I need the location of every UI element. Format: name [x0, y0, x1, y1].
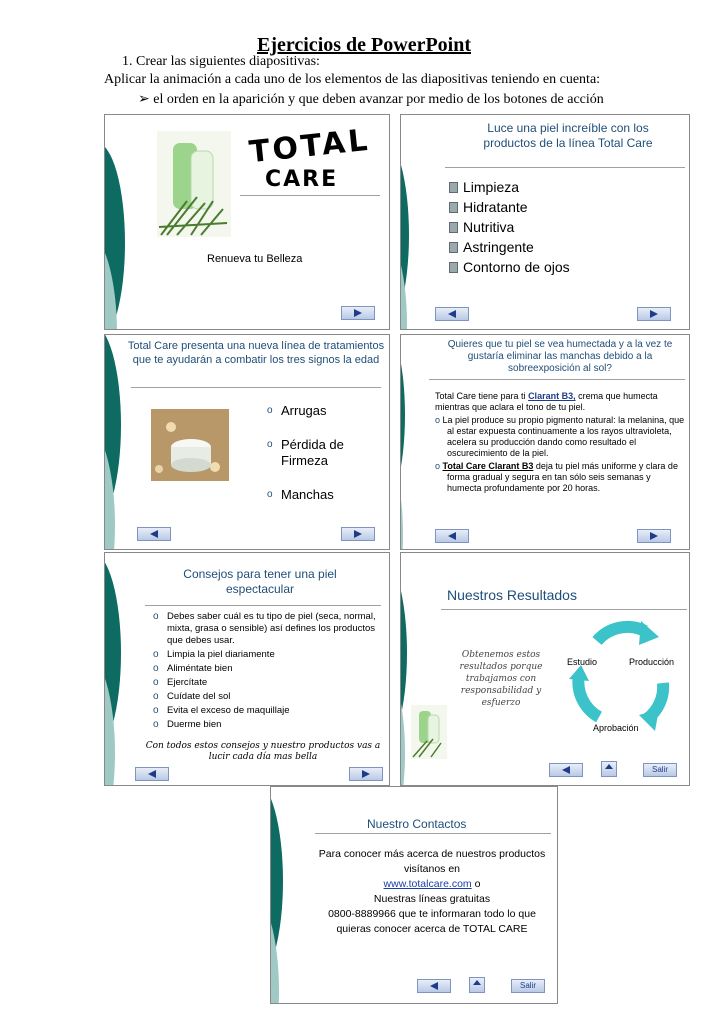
document-title: Ejercicios de PowerPoint [256, 34, 471, 56]
previous-button[interactable] [417, 979, 451, 993]
slide-title: Nuestro Contactos [367, 817, 467, 831]
cycle-label-estudio: Estudio [567, 657, 598, 667]
separator-line [145, 605, 381, 606]
list-item: Nutritiva [449, 217, 570, 237]
cycle-diagram [559, 617, 689, 737]
list-item: Hidratante [449, 197, 570, 217]
previous-button[interactable] [549, 763, 583, 777]
slide-title: Nuestros Resultados [447, 587, 577, 603]
list-item: o Evita el exceso de maquillaje [153, 705, 383, 717]
slide-6 [400, 552, 690, 786]
contact-lines-label: Nuestras líneas gratuitas [373, 893, 491, 905]
previous-button[interactable] [435, 307, 469, 321]
brand-name: Total Care Clarant B3 [442, 461, 534, 471]
cycle-arrow-2-head [639, 709, 659, 731]
bullet-icon: o [435, 415, 443, 425]
list-item: Contorno de ojos [449, 257, 570, 277]
age-signs-list [267, 403, 385, 503]
slide-4 [400, 334, 690, 550]
bullet-text: el orden en la aparición y que deben avanzar por medio de los botones de acción [153, 92, 604, 107]
list-item: Limpieza [449, 177, 570, 197]
next-button[interactable] [349, 767, 383, 781]
paragraph-2: o La piel produce su propio pigmento natural: la melanina, que al estar expuesta continuamente a los rayos ultravioleta, acelera su producción dando como resultado el oscurecimiento de la piel. [435, 415, 685, 458]
next-button[interactable] [637, 307, 671, 321]
separator-line [315, 833, 551, 834]
next-button[interactable] [637, 529, 671, 543]
previous-button[interactable] [135, 767, 169, 781]
list-item: o Manchas [267, 487, 385, 503]
contact-intro: Para conocer más acerca de nuestros productos visítanos en [318, 848, 546, 875]
list-item: o Arrugas [267, 403, 385, 419]
website-link[interactable]: www.totalcare.com [383, 878, 472, 890]
instruction-text: Aplicar la animación a cada uno de los elementos de las diapositivas teniendo en cuenta: [104, 72, 601, 87]
list-item: o Cuídate del sol [153, 691, 383, 703]
cycle-arrow-3 [578, 675, 599, 717]
separator-line [445, 167, 685, 168]
next-button[interactable] [341, 306, 375, 320]
logo-care: CARE [265, 167, 339, 192]
cycle-arrow-1 [597, 627, 645, 641]
list-item: o Aliméntate bien [153, 663, 383, 675]
instruction-bullet [138, 91, 604, 108]
home-button[interactable] [601, 761, 617, 777]
list-item: o Debes saber cuál es tu tipo de piel (seca, normal, mixta, grasa o sensible) así defines los productos que debes usar. [153, 611, 383, 647]
cycle-label-produccion: Producción [629, 657, 675, 667]
contact-body [317, 847, 547, 937]
arrow-bullet-icon: ➢ [138, 92, 150, 107]
cycle-arrow-1-head [639, 621, 659, 645]
list-item: Astringente [449, 237, 570, 257]
contact-phone: 0800-8889966 que te informaran todo lo que quieras conocer acerca de TOTAL CARE [328, 908, 536, 935]
separator-line [240, 195, 380, 196]
product-image [411, 705, 447, 759]
slide-2 [400, 114, 690, 330]
paragraph-3: o Total Care Clarant B3 deja tu piel más uniforme y clara de forma gradual y segura en tan sólo seis semanas y humecta profundamente por 20 horas. [435, 461, 678, 493]
tagline: Renueva tu Belleza [207, 253, 303, 265]
cycle-label-aprobacion: Aprobación [593, 723, 639, 733]
results-script: Obtenemos estos resultados porque trabajamos con responsabilidad y esfuerzo [459, 650, 543, 708]
slide-title: Quieres que tu piel se vea humectada y a la vez te gustaría eliminar las manchas debido a la sobreexposición al sol? [447, 339, 673, 374]
slide-1 [104, 114, 390, 330]
slide-7 [270, 786, 558, 1004]
separator-line [441, 609, 687, 610]
separator-line [131, 387, 381, 388]
previous-button[interactable] [137, 527, 171, 541]
exit-button[interactable]: Salir [643, 763, 677, 777]
previous-button[interactable] [435, 529, 469, 543]
slide-title: Consejos para tener una piel espectacular [183, 567, 337, 596]
slide-body [435, 391, 685, 494]
exit-button[interactable]: Salir [511, 979, 545, 993]
footer-script: Con todos estos consejos y nuestro productos vas a lucir cada día mas bella [145, 741, 381, 762]
bullet-icon: o [435, 461, 443, 471]
contact-url-line: www.totalcare.com o [383, 878, 481, 890]
list-item: o Pérdida de Firmeza [267, 437, 385, 469]
paragraph-1: Total Care tiene para ti Clarant B3, crema que humecta mientras que aclara el tono de tu piel. [435, 391, 658, 412]
numbered-item: 1. Crear las siguientes diapositivas: [122, 54, 320, 69]
cream-jar-image [151, 409, 229, 481]
separator-line [429, 379, 685, 380]
slide-5 [104, 552, 390, 786]
slide-3 [104, 334, 390, 550]
home-button[interactable] [469, 977, 485, 993]
list-item: o Limpia la piel diariamente [153, 649, 383, 661]
tips-list [153, 611, 383, 731]
slide-title: Total Care presenta una nueva línea de tratamientos que te ayudarán a combatir los tres signos la edad [127, 340, 385, 366]
product-image [157, 131, 231, 237]
brand-name: Clarant B3, [528, 391, 576, 401]
benefits-list [449, 177, 570, 277]
cycle-arrow-3-head [569, 665, 589, 681]
list-item: o Duerme bien [153, 719, 383, 731]
slide-title: Luce una piel increíble con los productos de la línea Total Care [483, 121, 653, 150]
list-item: o Ejercítate [153, 677, 383, 689]
next-button[interactable] [341, 527, 375, 541]
logo-total: TOTAL [247, 122, 372, 171]
teal-arc-dark [400, 334, 405, 515]
